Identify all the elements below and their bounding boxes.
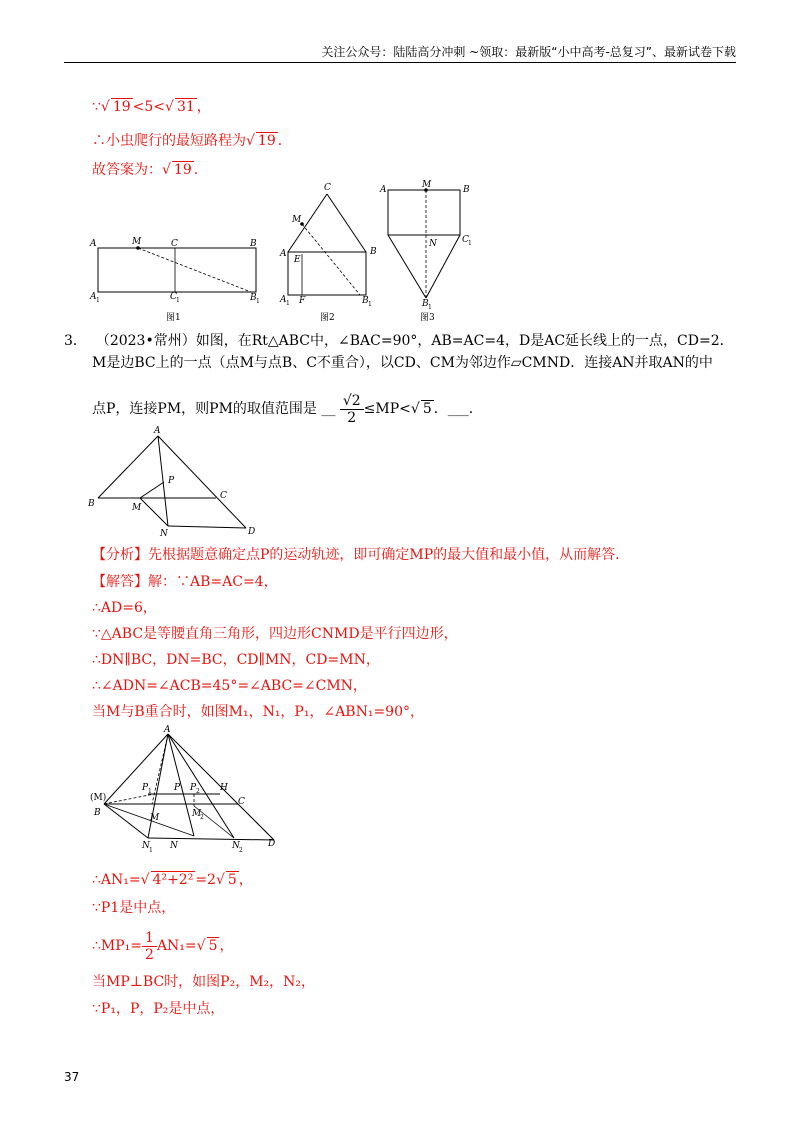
analysis-text: 先根据题意确定点P的运动轨迹，即可确定MP的最大值和最小值，从而解答． — [148, 547, 630, 563]
label-H: H — [220, 783, 228, 793]
label-B: B — [370, 247, 377, 257]
caption-fig2: 图2 — [320, 313, 335, 323]
frac-num: √2 — [340, 393, 364, 410]
label-P2: P — [190, 783, 197, 793]
punct: ， — [219, 938, 234, 954]
solution-line-4 — [92, 650, 380, 670]
solution-step-8: ∵P1是中点， — [92, 900, 176, 916]
label-C1: C — [170, 292, 177, 302]
label-N: N — [170, 841, 178, 851]
header-text: 关注公众号：陆陆高分冲刺 ~领取：最新版“小中高考-总复习”、最新试卷下载 — [321, 45, 736, 59]
ineq-mid: <5< — [132, 99, 166, 115]
problem-text-2: M是边BC上的一点（点M与点B、C不重合），以CD、CM为邻边作▱CMND．连接AN并取AN的中 — [92, 355, 713, 371]
solution-line-1 — [92, 572, 278, 592]
sqrt-4sq-2sq: 4²+2² — [152, 872, 194, 888]
label-N: N — [160, 529, 168, 539]
sub-1: 1 — [149, 847, 153, 854]
problem-number: 3． — [64, 333, 87, 349]
an1-label: ∴AN₁= — [92, 872, 141, 888]
label-N1: N — [142, 841, 150, 851]
label-M-paren: (M) — [90, 793, 107, 803]
problem-text-3: 点P，连接PM，则PM的取值范围是 — [92, 401, 317, 417]
label-D: D — [248, 527, 256, 537]
label-B1: B — [250, 293, 257, 303]
figures-1-2-3 — [86, 180, 486, 326]
prev-line-2: ∴小虫爬行的最短路程为√ 19 ． — [92, 133, 292, 149]
page-number: 37 — [64, 1070, 80, 1084]
analysis-tag: 【分析】 — [92, 547, 148, 563]
solution-step-4: ∴DN∥BC，DN=BC，CD∥MN，CD=MN， — [92, 652, 380, 668]
label-M: M — [132, 237, 142, 247]
solution-line-6 — [92, 702, 424, 722]
answer-text: 故答案为： — [92, 162, 162, 178]
answer-mid: ≤MP< — [363, 401, 411, 417]
solution-step-1: 解：∵AB=AC=4， — [148, 574, 278, 590]
sqrt-31: 31 — [176, 99, 195, 115]
sqrt-19: 19 — [173, 162, 192, 178]
label-A1: A — [280, 295, 287, 305]
label-P: P — [174, 783, 181, 793]
problem-line-2 — [92, 353, 713, 373]
problem-line-3: 点P，连接PM，则PM的取值范围是 __ $\frac{√2}{2}$ ≤MP<√ 5 ．___． — [92, 392, 483, 426]
label-A: A — [164, 725, 171, 735]
sub-1: 1 — [468, 240, 472, 247]
answer-blank-right: ．___． — [433, 401, 483, 417]
sub-2: 2 — [196, 788, 200, 795]
answer-fraction — [340, 393, 364, 426]
problem-line-1 — [64, 331, 734, 351]
sub-1: 1 — [368, 301, 372, 308]
figure-main — [88, 428, 268, 540]
sqrt-19: 19 — [112, 99, 131, 115]
sub-1: 1 — [96, 297, 100, 304]
label-F: F — [299, 296, 306, 306]
frac-num: 1 — [142, 930, 157, 947]
prev-line-3: 故答案为：√ 19 ． — [92, 162, 208, 178]
label-M: M — [422, 180, 432, 190]
mp1-label: ∴MP₁= — [92, 938, 143, 954]
solution-step-10: 当MP⊥BC时，如图P₂，M₂，N₂， — [92, 974, 316, 990]
figure-3 — [379, 180, 472, 323]
sub-1: 1 — [176, 297, 180, 304]
solution-line-10 — [92, 972, 315, 992]
label-P: P — [168, 476, 175, 486]
eq-2: =2 — [195, 872, 216, 888]
figure-1 — [89, 237, 260, 323]
label-A: A — [280, 249, 287, 259]
label-A1: A — [90, 292, 97, 302]
label-B: B — [88, 499, 95, 509]
sub-1: 1 — [286, 300, 290, 307]
sub-1: 1 — [428, 304, 432, 311]
caption-fig1: 图1 — [166, 313, 181, 323]
label-C: C — [171, 239, 178, 249]
sub-1: 1 — [148, 788, 152, 795]
label-C1: C — [462, 235, 469, 245]
label-B: B — [94, 808, 101, 818]
problem-text-1: 如图，在Rt△ABC中，∠BAC=90°，AB=AC=4，D是AC延长线上的一点，CD=2． — [195, 333, 734, 349]
solution-line-9: ∴MP₁= $\frac{1}{2}$ AN₁=√ 5 ， — [92, 929, 234, 963]
punct: ， — [238, 872, 253, 888]
solution-line-5 — [92, 676, 367, 696]
solution-line-11 — [92, 999, 224, 1019]
label-N: N — [429, 239, 437, 249]
solution-line-8 — [92, 898, 175, 918]
label-M: M — [150, 813, 160, 823]
label-E: E — [294, 255, 301, 265]
figure-2 — [279, 183, 377, 323]
solution-step-6: 当M与B重合时，如图M₁，N₁，P₁，∠ABN₁=90°， — [92, 704, 425, 720]
solution-line-2 — [92, 598, 157, 618]
label-B1: B — [422, 299, 429, 309]
half-fraction — [142, 930, 157, 963]
answer-sqrt5: 5 — [422, 401, 432, 417]
label-M2: M — [192, 809, 202, 819]
answer-blank-left: __ — [321, 401, 336, 417]
frac-den: 2 — [145, 946, 154, 963]
solution-step-2: ∴AD=6， — [92, 600, 157, 616]
an1-eq: AN₁= — [156, 938, 197, 954]
label-N2: N — [232, 841, 240, 851]
label-A: A — [154, 426, 161, 436]
label-M: M — [132, 503, 142, 513]
sqrt-19: 19 — [257, 133, 276, 149]
prev-line-1: ∵√ 19 <5<√ 31 ， — [92, 99, 211, 115]
solution-step-5: ∴∠ADN=∠ACB=45°=∠ABC=∠CMN， — [92, 678, 367, 694]
label-C: C — [324, 183, 331, 193]
label-A: A — [90, 239, 97, 249]
figure-second — [86, 724, 296, 858]
solution-tag: 【解答】 — [92, 574, 148, 590]
shortest-path-text: ∴小虫爬行的最短路程为 — [92, 133, 246, 149]
label-B: B — [250, 239, 257, 249]
punct: ， — [196, 99, 211, 115]
solution-step-11: ∵P₁，P，P₂是中点， — [92, 1001, 225, 1017]
sub-2: 2 — [200, 814, 204, 821]
label-D: D — [268, 839, 276, 849]
problem-source: （2023•常州） — [95, 333, 196, 349]
because-symbol: ∵ — [92, 99, 101, 115]
solution-line-7: ∴AN₁=√ 4²+2² =2√ 5 ， — [92, 872, 253, 888]
label-P1: P — [142, 783, 149, 793]
analysis-line — [92, 545, 629, 565]
label-C: C — [238, 797, 245, 807]
frac-den: 2 — [347, 409, 357, 426]
page-header — [64, 44, 736, 63]
solution-step-3: ∵△ABC是等腰直角三角形，四边形CNMD是平行四边形， — [92, 626, 458, 642]
punct: ． — [193, 162, 208, 178]
punct: ． — [277, 133, 292, 149]
label-M: M — [292, 215, 302, 225]
label-A: A — [380, 185, 387, 195]
solution-line-3 — [92, 624, 458, 644]
caption-fig3: 图3 — [420, 313, 435, 323]
sub-1: 1 — [256, 298, 260, 305]
sqrt-5: 5 — [227, 872, 237, 888]
label-B: B — [463, 185, 470, 195]
sqrt-5: 5 — [208, 938, 218, 954]
label-C: C — [220, 491, 227, 501]
label-B1: B — [362, 296, 369, 306]
sub-2: 2 — [239, 847, 243, 854]
